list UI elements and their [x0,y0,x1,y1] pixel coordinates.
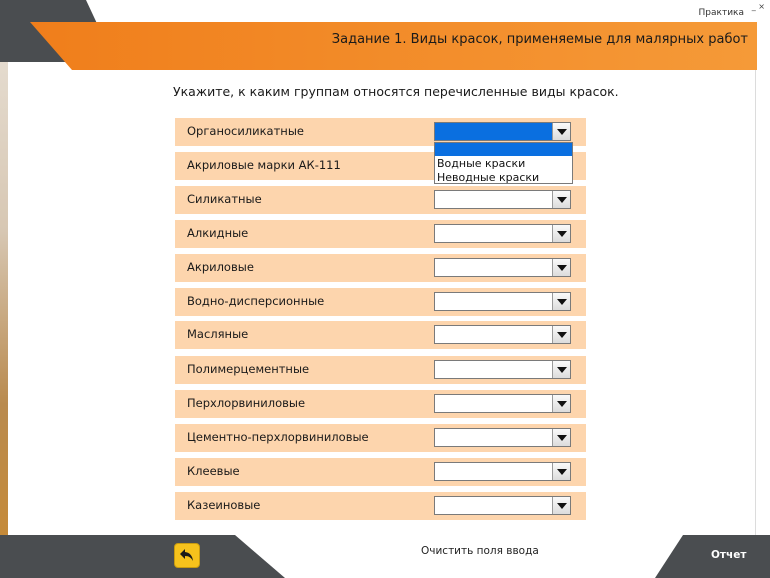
row-label: Казеиновые [187,498,261,512]
answer-row [175,356,586,384]
row-label: Силикатные [187,192,262,206]
row-label: Перхлорвиниловые [187,396,306,410]
practice-link[interactable]: Практика [698,8,744,18]
row-label: Масляные [187,327,249,341]
group-select[interactable] [434,190,571,209]
report-button[interactable]: Отчет [711,549,747,561]
group-select[interactable] [434,292,571,311]
row-label: Клеевые [187,464,240,478]
group-select[interactable] [434,360,571,379]
right-edge-panel [755,60,770,538]
background-photo-strip [0,0,8,578]
answer-row [175,390,586,418]
group-select[interactable] [434,122,571,141]
footer-dark-left [0,535,285,578]
row-label: Акриловые марки АК-111 [187,158,341,172]
chevron-down-icon[interactable] [552,395,570,412]
dropdown-option-blank[interactable] [435,143,572,156]
window-controls[interactable]: _ × [751,2,765,11]
chevron-down-icon[interactable] [552,191,570,208]
dropdown-list [434,142,573,184]
row-label: Водно-дисперсионные [187,294,325,308]
chevron-down-icon[interactable] [552,259,570,276]
clear-fields-button[interactable]: Очистить поля ввода [421,545,539,557]
group-select[interactable] [434,428,571,447]
chevron-down-icon[interactable] [552,497,570,514]
chevron-down-icon[interactable] [552,123,570,140]
group-select[interactable] [434,258,571,277]
chevron-down-icon[interactable] [552,326,570,343]
answer-row [175,220,586,248]
chevron-down-icon[interactable] [552,429,570,446]
group-select[interactable] [434,496,571,515]
group-select[interactable] [434,325,571,344]
chevron-down-icon[interactable] [552,463,570,480]
answer-row [175,186,586,214]
chevron-down-icon[interactable] [552,293,570,310]
group-select[interactable] [434,394,571,413]
answer-row [175,288,586,316]
dropdown-option[interactable]: Водные краски [437,157,526,170]
group-select[interactable] [434,224,571,243]
row-label: Органосиликатные [187,124,304,138]
row-label: Алкидные [187,226,249,240]
row-label: Цементно-перхлорвиниловые [187,430,369,444]
dropdown-option[interactable]: Неводные краски [437,171,540,184]
group-select[interactable] [434,462,571,481]
answer-row [175,321,586,349]
answer-row [175,424,586,452]
chevron-down-icon[interactable] [552,225,570,242]
answer-row [175,254,586,282]
chevron-down-icon[interactable] [552,361,570,378]
answer-row [175,492,586,520]
row-label: Акриловые [187,260,254,274]
instruction-text: Укажите, к каким группам относятся перечисленные виды красок. [173,84,619,99]
answer-row [175,458,586,486]
row-label: Полимерцементные [187,362,310,376]
top-bar [0,0,770,25]
back-button[interactable] [174,543,200,568]
task-title: Задание 1. Виды красок, применяемые для малярных работ [331,32,748,47]
back-arrow-icon [179,548,195,563]
